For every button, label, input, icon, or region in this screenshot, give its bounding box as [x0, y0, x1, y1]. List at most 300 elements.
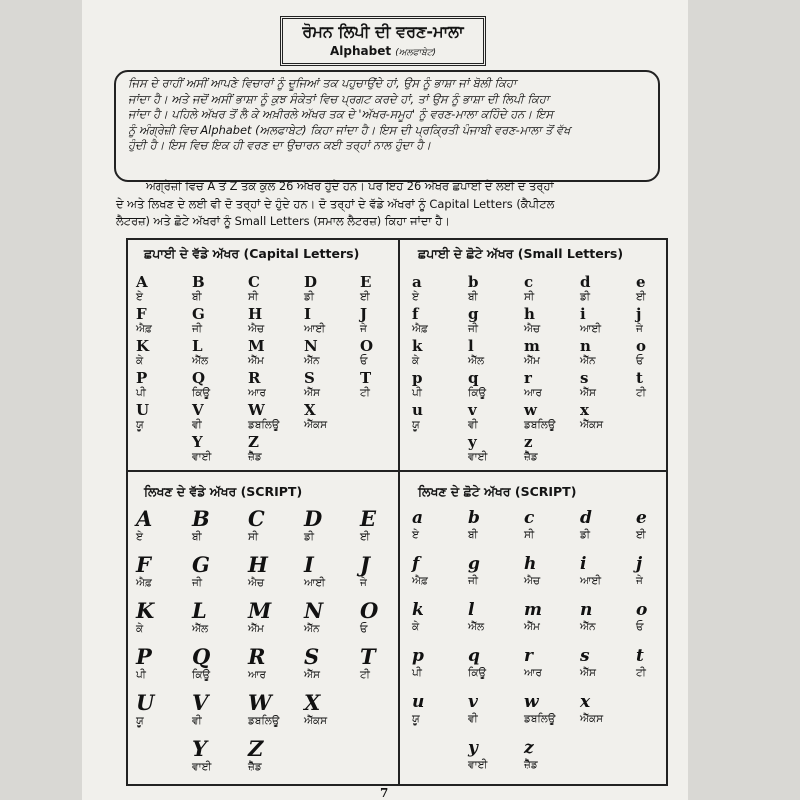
intro-line: ਜਿਸ ਦੇ ਰਾਹੀਂ ਅਸੀਂ ਆਪਣੇ ਵਿਚਾਰਾਂ ਨੂੰ ਦੂਜਿਆਂ ਤਕ ਪਹੁਚਾਉਂਦੇ ਹਾਂ, ਉਸ ਨੂੰ ਭਾਸ਼ਾ ਜਾਂ ਬੋਲੀ ਕਿਹਾ	[128, 76, 517, 90]
pronunciation: ਐੱਸ	[304, 669, 320, 681]
letter: J	[360, 305, 368, 323]
pronunciation: ਬੀ	[468, 529, 478, 541]
alphabet-cell-small-script	[580, 508, 630, 542]
alphabet-cell-capital-print	[360, 338, 410, 368]
intro-line: ਜਾਂਦਾ ਹੈ। ਅਤੇ ਜਦੋਂ ਅਸੀਂ ਭਾਸ਼ਾ ਨੂੰ ਕੁਝ ਸੰਕੇਤਾਂ ਵਿਚ ਪ੍ਰਗਟ ਕਰਦੇ ਹਾਂ, ਤਾਂ ਉਸ ਨੂੰ ਭਾਸ਼ਾ ਦੀ ਲਿਪੀ ਕਿਹਾ	[128, 91, 550, 106]
letter: W	[248, 401, 265, 419]
pronunciation: ਐੱਨ	[580, 355, 596, 367]
pronunciation: ਵਾਈ	[192, 761, 212, 773]
alphabet-cell-small-script	[636, 554, 686, 588]
heading-capital-print: ਛਪਾਈ ਦੇ ਵੱਡੇ ਅੱਖਰ (Capital Letters)	[144, 246, 360, 261]
pronunciation: ਐੱਸ	[580, 387, 596, 399]
pronunciation: ਸੀ	[524, 529, 535, 541]
alphabet-cell-capital-script	[248, 508, 298, 544]
letter: F	[136, 305, 147, 323]
pronunciation: ਐੱਮ	[248, 355, 264, 367]
pronunciation: ਕੇ	[412, 355, 420, 367]
pronunciation: ਵੀ	[468, 419, 478, 431]
pronunciation: ਐਫ਼	[412, 575, 428, 587]
alphabet-cell-capital-print	[192, 402, 242, 432]
pronunciation: ਆਈ	[580, 323, 602, 335]
letter: S	[304, 644, 320, 669]
alphabet-cell-small-print	[412, 370, 462, 400]
pronunciation: ਪੀ	[412, 667, 422, 679]
letter: q	[468, 369, 479, 387]
alphabet-cell-capital-script	[304, 646, 354, 682]
alphabet-cell-capital-print	[248, 338, 298, 368]
alphabet-cell-small-script	[636, 646, 686, 680]
letter: C	[248, 506, 265, 531]
letter: N	[304, 598, 324, 623]
pronunciation: ਐਚ	[524, 323, 541, 335]
pronunciation: ਜ਼ੈੱਡ	[524, 451, 538, 463]
textbook-page	[82, 0, 688, 800]
alphabet-cell-small-script	[412, 692, 462, 726]
pronunciation: ਜੀ	[192, 323, 203, 335]
pronunciation: ਵਾਈ	[468, 451, 488, 463]
letter: J	[360, 552, 370, 577]
pronunciation: ਪੀ	[136, 669, 146, 681]
letter: i	[580, 554, 587, 574]
alphabet-cell-small-script	[468, 508, 518, 542]
alphabet-cell-small-script	[636, 508, 686, 542]
pronunciation: ਡਬਲਿਊ	[524, 419, 556, 431]
letter: o	[636, 337, 647, 355]
letter: q	[468, 646, 480, 666]
alphabet-cell-capital-script	[192, 508, 242, 544]
pronunciation: ਡੀ	[304, 531, 314, 543]
letter: I	[304, 305, 312, 323]
alphabet-cell-capital-script	[136, 508, 186, 544]
alphabet-cell-capital-script	[248, 738, 298, 774]
intro-line: ਹੁੰਦੀ ਹੈ। ਇਸ ਵਿਚ ਇਕ ਹੀ ਵਰਣ ਦਾ ਉਚਾਰਨ ਕਈ ਤਰ੍ਹਾਂ ਨਾਲ ਹੁੰਦਾ ਹੈ।	[128, 138, 431, 152]
pronunciation: ਕੇ	[136, 355, 144, 367]
alphabet-cell-capital-print	[192, 434, 242, 464]
pronunciation: ਆਰ	[248, 387, 266, 399]
pronunciation: ਐਫ਼	[136, 577, 152, 589]
letter: a	[412, 273, 422, 291]
pronunciation: ਈ	[360, 291, 370, 303]
pronunciation: ਕਿਊ	[192, 387, 211, 399]
alphabet-cell-capital-print	[360, 274, 410, 304]
alphabet-cell-capital-print	[136, 338, 186, 368]
pronunciation: ਈ	[636, 529, 646, 541]
pronunciation: ਕਿਊ	[468, 667, 487, 679]
alphabet-cell-capital-script	[360, 508, 410, 544]
alphabet-cell-small-print	[636, 306, 686, 336]
letter: n	[580, 600, 593, 620]
alphabet-cell-capital-script	[136, 600, 186, 636]
letter: W	[248, 690, 272, 715]
alphabet-cell-small-script	[524, 554, 574, 588]
pronunciation: ਕੇ	[412, 621, 420, 633]
alphabet-cell-small-script	[468, 646, 518, 680]
letter: Y	[192, 433, 203, 451]
alphabet-cell-capital-script	[304, 692, 354, 728]
pronunciation: ਡੀ	[580, 291, 590, 303]
pronunciation: ਆਈ	[580, 575, 602, 587]
page-number: 7	[380, 786, 389, 800]
letter: t	[636, 646, 644, 666]
pronunciation: ਆਰ	[524, 667, 542, 679]
alphabet-cell-capital-script	[360, 554, 410, 590]
alphabet-cell-small-script	[468, 738, 518, 772]
pronunciation: ਡੀ	[304, 291, 314, 303]
subtitle-english: Alphabet	[330, 44, 392, 58]
letter: X	[304, 690, 321, 715]
pronunciation: ਐੱਲ	[468, 621, 485, 633]
pronunciation: ਟੀ	[636, 387, 646, 399]
letter: V	[192, 401, 204, 419]
letter: t	[636, 369, 643, 387]
letter: o	[636, 600, 648, 620]
letter: h	[524, 305, 535, 323]
letter: P	[136, 644, 152, 669]
para-line: ਲੈਟਰਜ਼) ਅਤੇ ਛੋਟੇ ਅੱਖਰਾਂ ਨੂੰ Small Letters (ਸਮਾਲ ਲੈਟਰਜ਼) ਕਿਹਾ ਜਾਂਦਾ ਹੈ।	[116, 214, 450, 228]
letter: r	[524, 646, 533, 666]
pronunciation: ਏ	[136, 531, 143, 543]
pronunciation: ਐਚ	[248, 577, 265, 589]
pronunciation: ਏ	[412, 291, 419, 303]
intro-box	[114, 70, 660, 182]
letter: y	[468, 433, 477, 451]
alphabet-cell-capital-script	[248, 692, 298, 728]
letter: a	[412, 508, 424, 528]
pronunciation: ਵੀ	[192, 715, 202, 727]
letter: b	[468, 273, 479, 291]
alphabet-cell-small-print	[580, 274, 630, 304]
pronunciation: ਵਾਈ	[468, 759, 488, 771]
letter: l	[468, 337, 474, 355]
para-line: ਅੰਗ੍ਰੇਜ਼ੀ ਵਿਚ A ਤੋਂ Z ਤਕ ਕੁਲ 26 ਅੱਖਰ ਹੁੰਦੇ ਹਨ। ਪਰ ਇਹ 26 ਅੱਖਰ ਛਪਾਈ ਦੇ ਲਈ ਦੋ ਤਰ੍ਹਾਂ	[146, 179, 554, 193]
alphabet-cell-small-print	[524, 402, 574, 432]
letter: e	[636, 508, 647, 528]
alphabet-cell-capital-script	[136, 554, 186, 590]
letter: j	[636, 554, 643, 574]
letter: p	[412, 646, 424, 666]
letter: S	[304, 369, 315, 387]
alphabet-cell-small-script	[636, 600, 686, 634]
pronunciation: ਵੀ	[192, 419, 202, 431]
alphabet-cell-capital-print	[192, 370, 242, 400]
pronunciation: ਪੀ	[136, 387, 146, 399]
pronunciation: ਵਾਈ	[192, 451, 212, 463]
letter: w	[524, 401, 537, 419]
letter: O	[360, 598, 379, 623]
pronunciation: ਐੱਲ	[468, 355, 485, 367]
alphabet-cell-capital-print	[192, 274, 242, 304]
letter: w	[524, 692, 539, 712]
letter: b	[468, 508, 480, 528]
pronunciation: ਜੀ	[468, 575, 479, 587]
pronunciation: ਆਈ	[304, 323, 326, 335]
letter: L	[192, 337, 203, 355]
alphabet-cell-capital-script	[192, 738, 242, 774]
letter: D	[304, 273, 318, 291]
letter: x	[580, 692, 591, 712]
alphabet-cell-small-print	[468, 306, 518, 336]
pronunciation: ਸੀ	[248, 531, 259, 543]
letter: U	[136, 690, 155, 715]
alphabet-cell-capital-print	[136, 402, 186, 432]
alphabet-cell-capital-script	[192, 600, 242, 636]
pronunciation: ਆਰ	[248, 669, 266, 681]
pronunciation: ਐਫ਼	[412, 323, 428, 335]
alphabet-grid	[126, 238, 668, 786]
alphabet-cell-capital-print	[136, 274, 186, 304]
alphabet-cell-capital-print	[304, 274, 354, 304]
alphabet-cell-capital-print	[248, 306, 298, 336]
letter: O	[360, 337, 374, 355]
letter: h	[524, 554, 537, 574]
alphabet-cell-small-print	[524, 274, 574, 304]
alphabet-cell-capital-script	[248, 554, 298, 590]
letter: e	[636, 273, 646, 291]
letter: x	[580, 401, 589, 419]
letter: B	[192, 273, 205, 291]
letter: g	[468, 305, 479, 323]
pronunciation: ਐੱਕਸ	[304, 419, 328, 431]
pronunciation: ਪੀ	[412, 387, 422, 399]
letter: L	[192, 598, 207, 623]
letter: R	[248, 644, 266, 669]
pronunciation: ਏ	[412, 529, 419, 541]
page-title: ਰੋਮਨ ਲਿਪੀ ਦੀ ਵਰਣ-ਮਾਲਾ	[302, 22, 464, 41]
alphabet-cell-small-print	[468, 338, 518, 368]
letter: u	[412, 692, 425, 712]
alphabet-cell-small-script	[468, 692, 518, 726]
alphabet-cell-small-script	[468, 600, 518, 634]
alphabet-cell-capital-print	[360, 370, 410, 400]
pronunciation: ਐੱਕਸ	[580, 713, 604, 725]
intro-line: ਜਾਂਦਾ ਹੈ। ਪਹਿਲੇ ਅੱਖਰ ਤੋਂ ਲੈ ਕੇ ਅਖ਼ੀਰਲੇ ਅੱਖਰ ਤਕ ਦੇ 'ਅੱਖਰ-ਸਮੂਹ' ਨੂੰ ਵਰਣ-ਮਾਲਾ ਕਹਿੰਦੇ ਹਨ। ਇਸ	[128, 107, 554, 121]
pronunciation: ਡੀ	[580, 529, 590, 541]
pronunciation: ਐੱਲ	[192, 623, 209, 635]
letter: H	[248, 552, 268, 577]
subtitle-punjabi: (ਅਲਫਾਬੇਟ)	[395, 48, 436, 58]
alphabet-cell-small-print	[468, 274, 518, 304]
alphabet-cell-capital-script	[360, 600, 410, 636]
pronunciation: ਯੂ	[136, 419, 144, 431]
letter: f	[412, 554, 420, 574]
pronunciation: ਬੀ	[468, 291, 478, 303]
alphabet-cell-capital-print	[304, 402, 354, 432]
alphabet-cell-capital-print	[248, 434, 298, 464]
letter: m	[524, 600, 542, 620]
pronunciation: ਕਿਊ	[468, 387, 487, 399]
letter: M	[248, 598, 272, 623]
pronunciation: ਬੀ	[192, 291, 202, 303]
pronunciation: ਜੇ	[360, 323, 367, 335]
alphabet-cell-small-script	[524, 692, 574, 726]
letter: l	[468, 600, 475, 620]
pronunciation: ਜੀ	[192, 577, 203, 589]
pronunciation: ਓ	[360, 623, 368, 635]
alphabet-cell-small-script	[524, 646, 574, 680]
alphabet-cell-small-script	[580, 600, 630, 634]
pronunciation: ਏ	[136, 291, 143, 303]
alphabet-cell-small-script	[412, 508, 462, 542]
letter: d	[580, 508, 592, 528]
letter: V	[192, 690, 209, 715]
alphabet-cell-capital-print	[136, 370, 186, 400]
pronunciation: ਸੀ	[248, 291, 259, 303]
letter: K	[136, 337, 150, 355]
pronunciation: ਯੂ	[136, 715, 144, 727]
letter: P	[136, 369, 148, 387]
alphabet-cell-capital-print	[248, 402, 298, 432]
alphabet-cell-capital-script	[360, 646, 410, 682]
alphabet-cell-small-print	[636, 338, 686, 368]
alphabet-cell-capital-script	[304, 554, 354, 590]
alphabet-cell-small-script	[412, 600, 462, 634]
letter: Q	[192, 644, 211, 669]
pronunciation: ਐਚ	[248, 323, 265, 335]
letter: s	[580, 646, 590, 666]
pronunciation: ਓ	[636, 355, 644, 367]
alphabet-cell-capital-print	[304, 370, 354, 400]
letter: y	[468, 738, 478, 758]
letter: Z	[248, 433, 259, 451]
alphabet-cell-small-print	[580, 402, 630, 432]
grid-horizontal-divider	[128, 470, 666, 472]
letter: r	[524, 369, 532, 387]
letter: H	[248, 305, 263, 323]
alphabet-cell-small-print	[636, 370, 686, 400]
pronunciation: ਜ਼ੈੱਡ	[248, 761, 262, 773]
pronunciation: ਓ	[636, 621, 644, 633]
pronunciation: ਜ਼ੈੱਡ	[248, 451, 262, 463]
alphabet-cell-capital-print	[192, 338, 242, 368]
letter: z	[524, 738, 534, 758]
letter: D	[304, 506, 323, 531]
alphabet-cell-small-script	[524, 738, 574, 772]
pronunciation: ਡਬਲਿਊ	[248, 419, 280, 431]
heading-capital-script: ਲਿਖਣ ਦੇ ਵੱਡੇ ਅੱਖਰ (SCRIPT)	[144, 484, 303, 499]
pronunciation: ਬੀ	[192, 531, 202, 543]
alphabet-cell-small-script	[580, 554, 630, 588]
alphabet-cell-small-print	[468, 370, 518, 400]
pronunciation: ਜੇ	[360, 577, 367, 589]
pronunciation: ਐੱਮ	[524, 621, 540, 633]
letter: X	[304, 401, 316, 419]
pronunciation: ਜੇ	[636, 323, 643, 335]
letter: s	[580, 369, 589, 387]
letter: v	[468, 401, 477, 419]
alphabet-cell-small-print	[580, 306, 630, 336]
alphabet-cell-small-print	[468, 402, 518, 432]
para-line: ਦੇ ਅਤੇ ਲਿਖਣ ਦੇ ਲਈ ਵੀ ਦੋ ਤਰ੍ਹਾਂ ਦੇ ਹੁੰਦੇ ਹਨ। ਦੋ ਤਰ੍ਹਾਂ ਦੇ ਵੱਡੇ ਅੱਖਰਾਂ ਨੂੰ Capital Letters (ਕੈਪੀਟਲ	[116, 196, 555, 211]
page-subtitle	[283, 44, 483, 58]
letter: k	[412, 337, 423, 355]
pronunciation: ਐੱਮ	[248, 623, 264, 635]
alphabet-cell-small-print	[524, 306, 574, 336]
alphabet-cell-capital-print	[304, 338, 354, 368]
letter: R	[248, 369, 261, 387]
pronunciation: ਕੇ	[136, 623, 144, 635]
pronunciation: ਆਈ	[304, 577, 326, 589]
alphabet-cell-small-script	[524, 508, 574, 542]
alphabet-cell-small-print	[524, 434, 574, 464]
letter: N	[304, 337, 318, 355]
letter: I	[304, 552, 314, 577]
letter: T	[360, 369, 372, 387]
alphabet-cell-capital-script	[304, 600, 354, 636]
letter: d	[580, 273, 591, 291]
alphabet-cell-capital-script	[136, 646, 186, 682]
heading-small-print: ਛਪਾਈ ਦੇ ਛੋਟੇ ਅੱਖਰ (Small Letters)	[418, 246, 624, 261]
alphabet-cell-small-print	[412, 338, 462, 368]
alphabet-cell-capital-print	[360, 306, 410, 336]
letter: A	[136, 506, 153, 531]
pronunciation: ਐੱਸ	[580, 667, 596, 679]
alphabet-cell-small-print	[580, 338, 630, 368]
letter: c	[524, 273, 534, 291]
pronunciation: ਐੱਕਸ	[580, 419, 604, 431]
pronunciation: ਟੀ	[636, 667, 646, 679]
pronunciation: ਐਚ	[524, 575, 541, 587]
pronunciation: ਵੀ	[468, 713, 478, 725]
letter: Y	[192, 736, 207, 761]
letter: M	[248, 337, 265, 355]
alphabet-cell-capital-script	[248, 646, 298, 682]
letter: j	[636, 305, 642, 323]
letter: f	[412, 305, 419, 323]
alphabet-cell-capital-script	[192, 554, 242, 590]
letter: G	[192, 552, 210, 577]
alphabet-cell-small-print	[412, 274, 462, 304]
pronunciation: ਐਫ਼	[136, 323, 152, 335]
pronunciation: ਡਬਲਿਊ	[524, 713, 556, 725]
letter: z	[524, 433, 533, 451]
pronunciation: ਜ਼ੈੱਡ	[524, 759, 538, 771]
alphabet-cell-capital-print	[304, 306, 354, 336]
alphabet-cell-capital-print	[192, 306, 242, 336]
pronunciation: ਐੱਮ	[524, 355, 540, 367]
alphabet-cell-small-script	[524, 600, 574, 634]
alphabet-cell-capital-script	[304, 508, 354, 544]
alphabet-cell-small-print	[468, 434, 518, 464]
letter: T	[360, 644, 376, 669]
pronunciation: ਜੀ	[468, 323, 479, 335]
alphabet-cell-small-print	[580, 370, 630, 400]
pronunciation: ਈ	[360, 531, 370, 543]
alphabet-cell-capital-script	[192, 692, 242, 728]
heading-small-script: ਲਿਖਣ ਦੇ ਛੋਟੇ ਅੱਖਰ (SCRIPT)	[418, 484, 577, 499]
alphabet-cell-small-script	[468, 554, 518, 588]
letter: E	[360, 506, 377, 531]
alphabet-cell-small-script	[412, 646, 462, 680]
pronunciation: ਆਰ	[524, 387, 542, 399]
title-box	[280, 16, 486, 66]
pronunciation: ਐੱਨ	[304, 623, 320, 635]
alphabet-cell-capital-script	[248, 600, 298, 636]
letter: v	[468, 692, 478, 712]
pronunciation: ਐੱਲ	[192, 355, 209, 367]
pronunciation: ਐੱਸ	[304, 387, 320, 399]
alphabet-cell-small-print	[636, 274, 686, 304]
letter: u	[412, 401, 423, 419]
letter: c	[524, 508, 535, 528]
alphabet-cell-small-print	[524, 370, 574, 400]
letter: F	[136, 552, 151, 577]
letter: B	[192, 506, 210, 531]
letter: k	[412, 600, 424, 620]
alphabet-cell-capital-print	[248, 274, 298, 304]
letter: A	[136, 273, 148, 291]
alphabet-cell-small-script	[580, 692, 630, 726]
pronunciation: ਟੀ	[360, 387, 370, 399]
